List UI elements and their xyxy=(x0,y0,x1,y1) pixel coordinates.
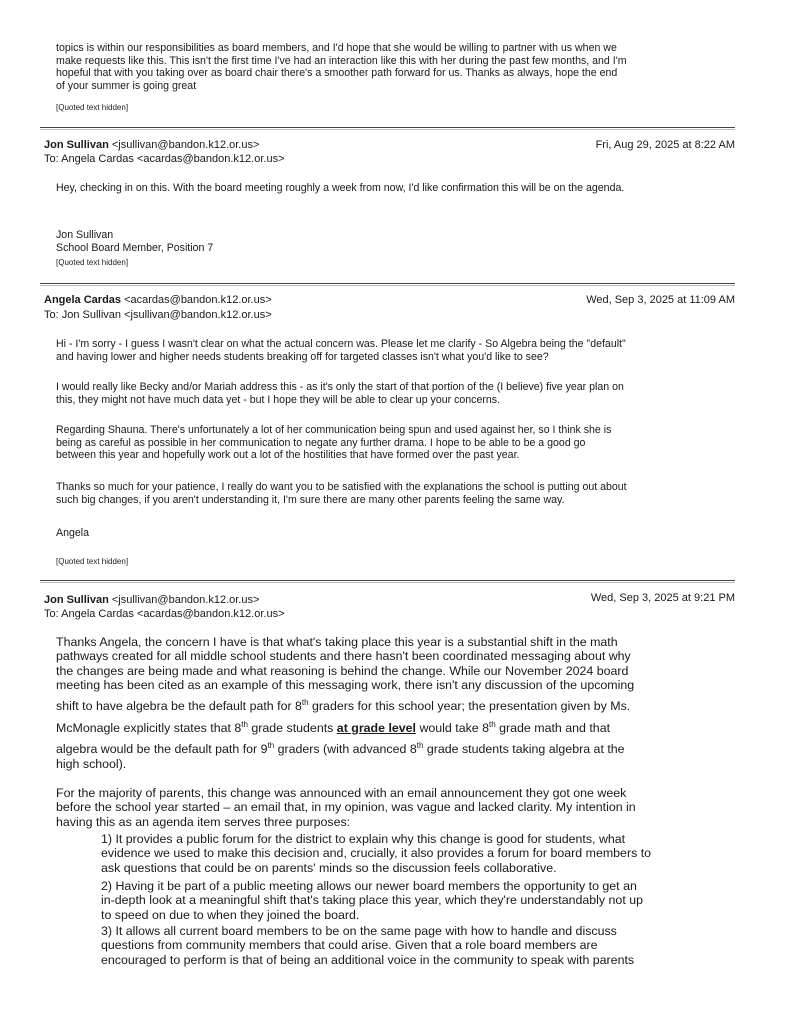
text-line: ask questions that could be on parents' minds so the discussion feels collaborative. xyxy=(101,860,557,875)
text-line xyxy=(56,742,756,756)
text-line: questions from community members that could arise. Given that a role board members are xyxy=(101,938,598,953)
text-segment: would take 8 xyxy=(416,721,490,735)
quoted-text-hidden-link[interactable]: [Quoted text hidden] xyxy=(56,103,129,112)
email-paragraph xyxy=(56,481,756,506)
text-line: and having lower and higher needs students breaking off for targeted classes isn't what you'd like to see? xyxy=(56,350,549,363)
sender-name: Angela Cardas xyxy=(44,294,122,306)
text-line: Hi - I'm sorry - I guess I wasn't clear on what the actual concern was. Please let me clarify - So Algebra being the "default" xyxy=(56,338,626,350)
email-recipient: To: Angela Cardas <acardas@bandon.k12.or.us> xyxy=(44,608,285,620)
sender-email[interactable]: <jsullivan@bandon.k12.or.us> xyxy=(111,594,260,606)
email-recipient: To: Angela Cardas <acardas@bandon.k12.or.us> xyxy=(44,153,285,165)
quoted-text-hidden-link[interactable]: [Quoted text hidden] xyxy=(56,557,129,566)
email-date: Fri, Aug 29, 2025 at 8:22 AM xyxy=(595,139,735,151)
text-line: of your summer is going great xyxy=(56,79,197,92)
email-recipient: To: Jon Sullivan <jsullivan@bandon.k12.or.us> xyxy=(44,309,272,321)
list-item xyxy=(101,924,731,967)
text-segment: graders for this school year; the presentation given by Ms. xyxy=(308,699,631,713)
text-segment: McMonagle explicitly states that 8 xyxy=(56,721,242,735)
sender-name: Jon Sullivan xyxy=(44,139,109,151)
superscript: th xyxy=(301,697,309,707)
text-line: before the school year started – an email that, in my opinion, was vague and lacked clarity. My intention in xyxy=(56,800,636,815)
text-line: 2) Having it be part of a public meeting allows our newer board members the opportunity to get an xyxy=(101,879,637,893)
text-segment: grade students taking algebra at the xyxy=(423,742,625,756)
text-line: to speed on due to when they joined the board. xyxy=(101,907,360,922)
divider xyxy=(40,127,735,128)
text-segment: grade math and that xyxy=(495,721,611,735)
email-paragraph xyxy=(56,338,756,363)
email-paragraph xyxy=(56,381,756,406)
text-line: topics is within our responsibilities as board members, and I'd hope that she would be willing to partner with us when we xyxy=(56,42,617,54)
text-line: having this as an agenda item serves three purposes: xyxy=(56,814,351,829)
email-paragraph xyxy=(56,786,756,829)
emphasis-grade-level: at grade level xyxy=(336,721,416,735)
text-line: evidence we used to make this decision and, crucially, it also provides a forum for board members to xyxy=(101,846,652,861)
sender-email[interactable]: <jsullivan@bandon.k12.or.us> xyxy=(111,139,260,151)
text-line: such big changes, if you aren't understanding it, I'm sure there are many other parents feeling the same way. xyxy=(56,493,565,506)
text-line: hopeful that with you taking over as board chair there's a smoother path forward for us. Thanks as always, hope the end xyxy=(56,67,618,80)
text-segment: shift to have algebra be the default path for 8 xyxy=(56,699,302,713)
text-line: being as careful as possible in her communication to negate any further drama. I hope to be able to be a good go xyxy=(56,436,586,449)
text-line: 1) It provides a public forum for the district to explain why this change is good for students, what xyxy=(101,832,626,846)
list-item xyxy=(101,832,731,875)
email-date: Wed, Sep 3, 2025 at 11:09 AM xyxy=(586,294,735,306)
superscript: th xyxy=(416,740,424,750)
divider xyxy=(40,580,735,581)
superscript: th xyxy=(489,719,496,729)
email-header-from xyxy=(44,594,259,606)
email-date: Wed, Sep 3, 2025 at 9:21 PM xyxy=(590,592,735,604)
signature-name: Jon Sullivan xyxy=(56,229,114,241)
text-line: make requests like this. This isn't the first time I've had an interaction like this with her during the past few months, and I'm xyxy=(56,54,627,67)
email-body: Hey, checking in on this. With the board meeting roughly a week from now, I'd like confirmation this will be on the agenda. xyxy=(56,182,625,194)
email-header-from xyxy=(44,294,272,306)
text-line: encouraged to perform is that of being an additional voice in the community to speak with parents xyxy=(101,952,635,967)
email-paragraph xyxy=(56,424,756,462)
text-line: this, they might not have much data yet - but I hope they will be able to clear up your concerns. xyxy=(56,393,501,406)
text-line: Thanks so much for your patience, I really do want you to be satisfied with the explanations the school is putting out about xyxy=(56,481,627,493)
text-line: Regarding Shauna. There's unfortunately a lot of her communication being spun and used against her, so I think she is xyxy=(56,424,612,436)
text-line xyxy=(56,699,756,713)
text-line: pathways created for all middle school students and there hasn't been coordinated messaging about why xyxy=(56,649,631,664)
previous-message-fragment xyxy=(56,42,746,92)
text-line: between this year and hopefully work out a lot of the hostilities that have formed over the past year. xyxy=(56,449,520,462)
email-paragraph xyxy=(56,635,756,692)
sender-email[interactable]: <acardas@bandon.k12.or.us> xyxy=(124,294,272,306)
sender-name: Jon Sullivan xyxy=(44,594,109,606)
text-line xyxy=(56,721,756,735)
superscript: th xyxy=(267,740,275,750)
superscript: th xyxy=(241,719,248,729)
quoted-text-hidden-link[interactable]: [Quoted text hidden] xyxy=(56,258,129,267)
list-item xyxy=(101,879,731,922)
text-segment: graders (with advanced 8 xyxy=(274,742,417,756)
text-line: meeting has been cited as an example of this messaging work, there isn't any discussion of the upcoming xyxy=(56,677,635,692)
text-line: 3) It allows all current board members to be on the same page with how to handle and discuss xyxy=(101,924,617,938)
text-line: For the majority of parents, this change was announced with an email announcement they got one week xyxy=(56,786,627,800)
text-line: the changes are being made and what reasoning is behind the change. While our November 2024 board xyxy=(56,663,629,678)
text-line: high school). xyxy=(56,757,127,771)
text-segment: algebra would be the default path for 9 xyxy=(56,742,268,756)
divider xyxy=(40,283,735,284)
text-segment: grade students xyxy=(247,721,337,735)
email-signoff: Angela xyxy=(56,527,89,539)
email-header-from xyxy=(44,139,259,151)
text-line: in-depth look at a meaningful shift that's taking place this year, which they're understandably not up xyxy=(101,893,643,908)
text-line: I would really like Becky and/or Mariah address this - as it's only the start of that portion of the (I believe) five year plan on xyxy=(56,381,624,393)
signature-title: School Board Member, Position 7 xyxy=(56,242,214,254)
text-line: Thanks Angela, the concern I have is that what's taking place this year is a substantial shift in the math xyxy=(56,635,618,649)
